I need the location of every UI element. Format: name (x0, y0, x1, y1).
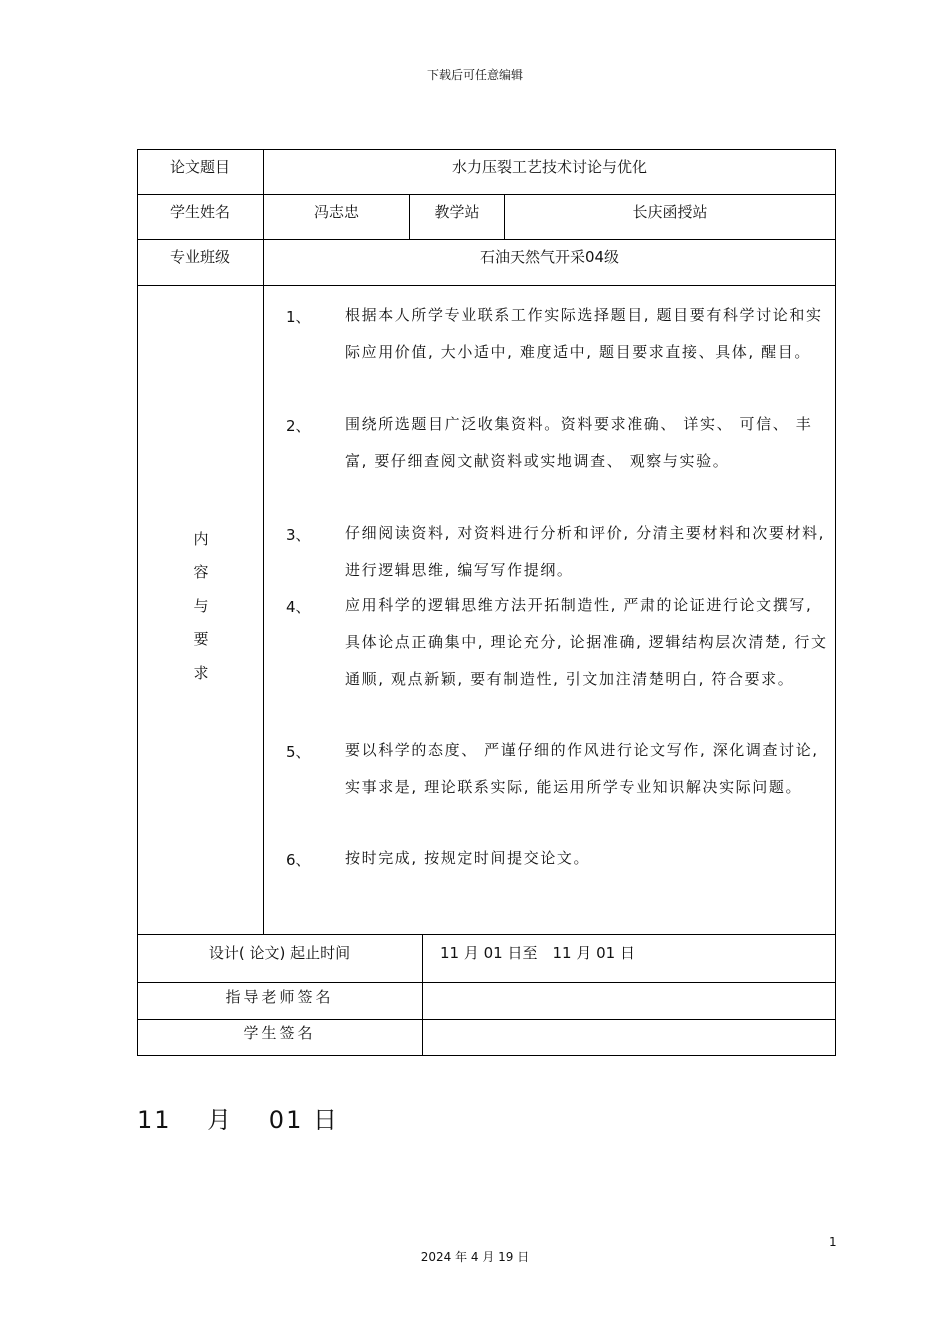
advisor-signature-label: 指导老师签名 (225, 988, 334, 1006)
header-note: 下载后可任意编辑 (426, 68, 523, 82)
requirement-number: 6、 (286, 851, 311, 869)
title-label: 论文题目 (169, 158, 230, 176)
period-label: 设计( 论文) 起止时间 (208, 944, 351, 962)
station-value: 长庆函授站 (632, 203, 708, 221)
bottom-date: 11 月 01 日 (137, 1106, 339, 1134)
title-value: 水力压裂工艺技术讨论与优化 (451, 158, 647, 176)
content-label-char: 与 (193, 597, 209, 615)
requirement-text: 按时完成, 按规定时间提交论文。 (345, 849, 591, 867)
requirement-text: 仔细阅读资料, 对资料进行分析和评价, 分清主要材料和次要材料, 进行逻辑思维, 编写写作提纲。 (345, 524, 826, 579)
requirement-number: 2、 (286, 417, 311, 435)
student-name-label: 学生姓名 (169, 203, 230, 221)
requirement-number: 3、 (286, 526, 311, 544)
footer-date: 2024 年 4 月 19 日 (420, 1250, 530, 1264)
content-label-char: 要 (193, 630, 209, 648)
station-label: 教学站 (434, 203, 480, 221)
content-label-char: 容 (193, 563, 209, 581)
requirement-text: 根据本人所学专业联系工作实际选择题目, 题目要有科学讨论和实际应用价值, 大小适中, 难度适中, 题目要求直接、具体, 醒目。 (345, 306, 823, 361)
requirement-number: 5、 (286, 743, 311, 761)
requirement-text: 要以科学的态度、 严谨仔细的作风进行论文写作, 深化调查讨论, 实事求是, 理论联系实际, 能运用所学专业知识解决实际问题。 (345, 741, 819, 796)
period-value: 11 月 01 日至 11 月 01 日 (440, 944, 635, 962)
requirement-number: 4、 (286, 598, 311, 616)
student-name-value: 冯志忠 (313, 203, 359, 221)
student-signature-label: 学生签名 (243, 1024, 316, 1042)
content-label-char: 求 (193, 664, 209, 682)
requirement-text: 应用科学的逻辑思维方法开拓制造性, 严肃的论证进行论文撰写, 具体论点正确集中, 理论充分, 论据准确, 逻辑结构层次清楚, 行文通顺, 观点新颖, 要有制造性, 引文加注清楚明白, 符合要求。 (345, 596, 828, 688)
page-number: 1 (829, 1235, 837, 1249)
student-signature-field (423, 1020, 835, 1055)
requirement-text: 围绕所选题目广泛收集资料。资料要求准确、 详实、 可信、 丰富, 要仔细查阅文献资料或实地调查、 观察与实验。 (345, 415, 813, 470)
content-label-char: 内 (193, 530, 209, 548)
class-value: 石油天然气开采04级 (479, 248, 620, 266)
advisor-signature-field (423, 983, 835, 1019)
class-label: 专业班级 (169, 248, 230, 266)
requirement-number: 1、 (286, 308, 311, 326)
